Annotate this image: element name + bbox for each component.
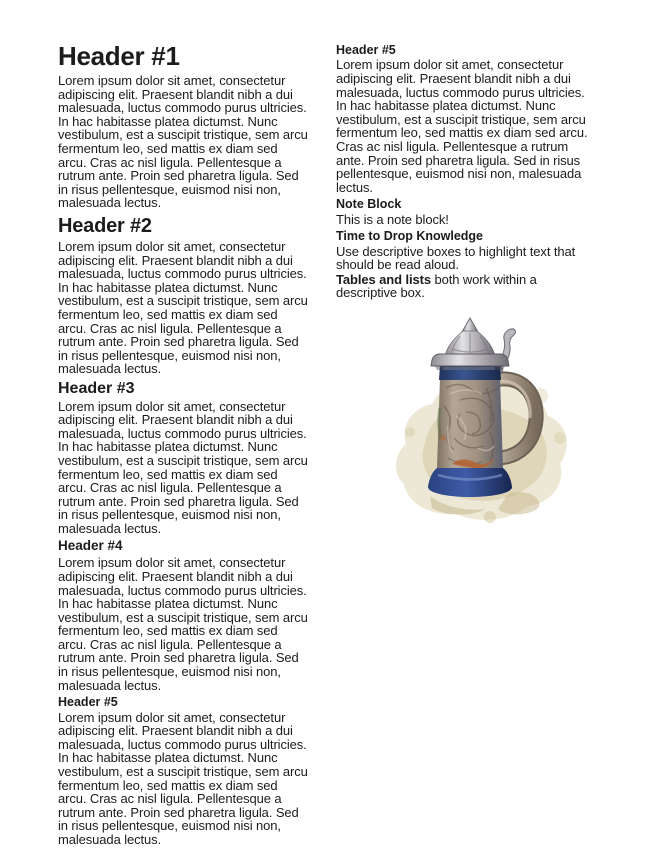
note-block-text: This is a note block! xyxy=(336,211,449,227)
stein-body xyxy=(437,378,503,479)
stein-base xyxy=(428,468,512,497)
paragraph-under-header-5-right: Lorem ipsum dolor sit amet, consectetur adipiscing elit. Praesent blandit nibh a dui malesuada, luctus commodo purus ultricies. In hac habitasse platea dictumst. Nunc vestibulum, est a suscipit tristique, sem arcu fermentum leo, sed mattis ex diam sed arcu. Cras ac nisl ligula. Pellentesque a rutrum ante. Proin sed pharetra ligula. Sed in risus pellentesque, euismod nisi non, malesuada lectus. xyxy=(336,57,588,195)
right-column xyxy=(336,40,588,301)
knowledge-title: Time to Drop Knowledge xyxy=(336,229,483,244)
heading-level-5-right: Header #5 xyxy=(336,43,396,57)
heading-level-4: Header #4 xyxy=(58,538,123,554)
paragraph-under-header-2: Lorem ipsum dolor sit amet, consectetur adipiscing elit. Praesent blandit nibh a dui malesuada, luctus commodo purus ultricies. In hac habitasse platea dictumst. Nunc vestibulum, est a suscipit tristique, sem arcu fermentum leo, sed mattis ex diam sed arcu. Cras ac nisl ligula. Pellentesque a rutrum ante. Proin sed pharetra ligula. Sed in risus pellentesque, euismod nisi non, malesuada lectus. xyxy=(58,239,308,377)
heading-level-3: Header #3 xyxy=(58,379,135,397)
stein-lid xyxy=(431,318,509,370)
paragraph-under-header-1: Lorem ipsum dolor sit amet, consectetur adipiscing elit. Praesent blandit nibh a dui malesuada, luctus commodo purus ultricies. In hac habitasse platea dictumst. Nunc vestibulum, est a suscipit tristique, sem arcu fermentum leo, sed mattis ex diam sed arcu. Cras ac nisl ligula. Pellentesque a rutrum ante. Proin sed pharetra ligula. Sed in risus pellentesque, euismod nisi non, malesuada lectus. xyxy=(58,73,308,211)
paragraph-under-header-5: Lorem ipsum dolor sit amet, consectetur adipiscing elit. Praesent blandit nibh a dui malesuada, luctus commodo purus ultricies. In hac habitasse platea dictumst. Nunc vestibulum, est a suscipit tristique, sem arcu fermentum leo, sed mattis ex diam sed arcu. Cras ac nisl ligula. Pellentesque a rutrum ante. Proin sed pharetra ligula. Sed in risus pellentesque, euismod nisi non, malesuada lectus. xyxy=(58,709,308,847)
left-column xyxy=(58,42,309,848)
knowledge-text: Use descriptive boxes to highlight text that should be read aloud. xyxy=(336,243,576,273)
heading-level-1: Header #1 xyxy=(58,41,180,71)
knowledge-bold-lead: Tables and lists xyxy=(336,271,431,287)
paragraph-under-header-3: Lorem ipsum dolor sit amet, consectetur adipiscing elit. Praesent blandit nibh a dui malesuada, luctus commodo purus ultricies. In hac habitasse platea dictumst. Nunc vestibulum, est a suscipit tristique, sem arcu fermentum leo, sed mattis ex diam sed arcu. Cras ac nisl ligula. Pellentesque a rutrum ante. Proin sed pharetra ligula. Sed in risus pellentesque, euismod nisi non, malesuada lectus. xyxy=(58,398,308,536)
beer-stein-illustration xyxy=(390,316,575,526)
heading-level-2: Header #2 xyxy=(58,215,152,238)
knowledge-tables-line xyxy=(336,273,588,300)
knowledge-trailing-text: both work within a descriptive box. xyxy=(336,271,537,301)
paragraph-under-header-4: Lorem ipsum dolor sit amet, consectetur adipiscing elit. Praesent blandit nibh a dui malesuada, luctus commodo purus ultricies. In hac habitasse platea dictumst. Nunc vestibulum, est a suscipit tristique, sem arcu fermentum leo, sed mattis ex diam sed arcu. Cras ac nisl ligula. Pellentesque a rutrum ante. Proin sed pharetra ligula. Sed in risus pellentesque, euismod nisi non, malesuada lectus. xyxy=(58,555,308,693)
beer-stein-svg xyxy=(390,316,575,526)
heading-level-5: Header #5 xyxy=(58,695,118,710)
note-block-title: Note Block xyxy=(336,197,402,212)
